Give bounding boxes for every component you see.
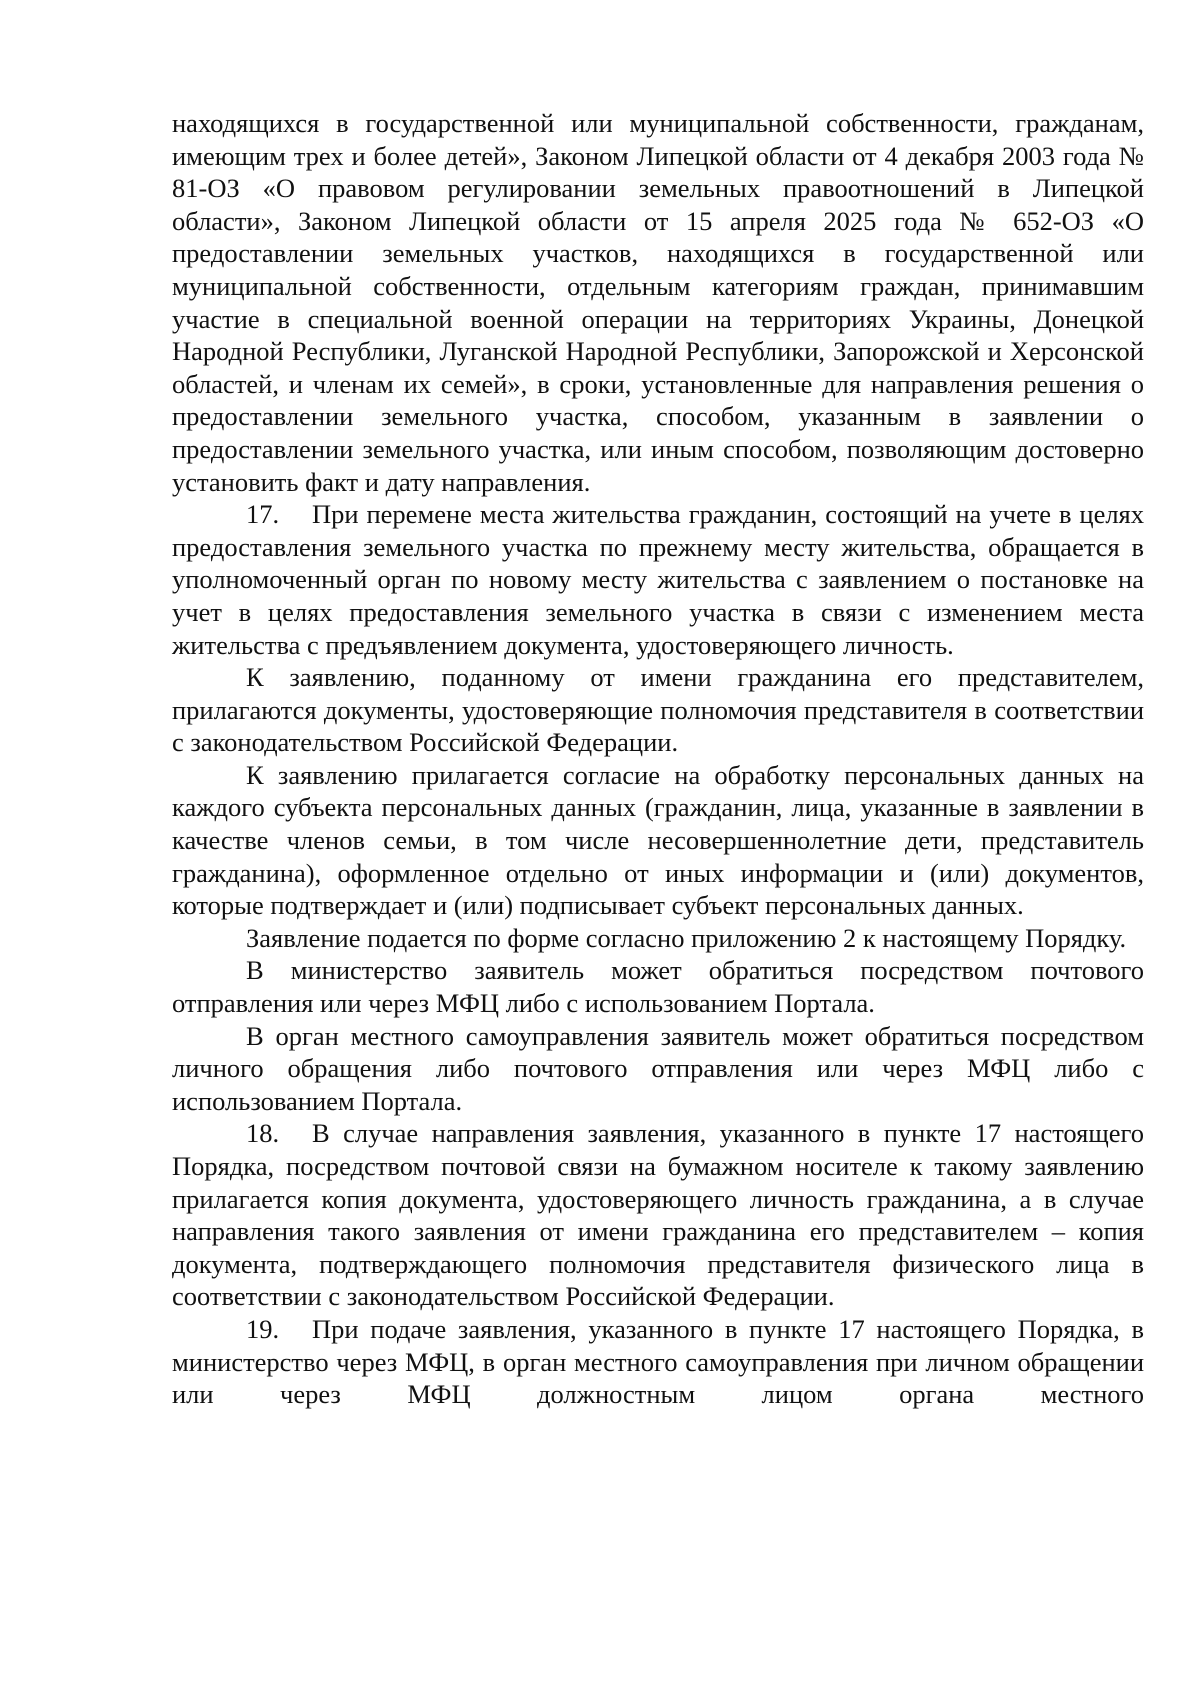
- paragraph-continued: [172, 107, 1144, 498]
- paragraph-number: 19.: [246, 1313, 280, 1344]
- paragraph-text: Заявление подается по форме согласно приложению 2 к настоящему Порядку.: [246, 922, 1127, 953]
- paragraph-17-ministry: [172, 954, 1144, 1019]
- paragraph-text: При подаче заявления, указанного в пункте 17 настоящего Порядка, в министерство через МФЦ, в орган местного самоуправления при личном обращении или через МФЦ должностным лицом органа местного: [172, 1313, 1144, 1410]
- paragraph-text: В случае направления заявления, указанного в пункте 17 настоящего Порядка, посредством почтовой связи на бумажном носителе к такому заявлению прилагается копия документа, удостоверяющего личность гражданина, а в случае направления такого заявления от имени гражданина его представителем – копия документа, подтверждающего полномочия представителя физического лица в соответствии с законодательством Российской Федерации.: [172, 1118, 1144, 1312]
- paragraph-18: [172, 1117, 1144, 1313]
- paragraph-17: [172, 498, 1144, 661]
- paragraph-text: К заявлению прилагается согласие на обработку персональных данных на каждого субъекта персональных данных (гражданин, лица, указанные в заявлении в качестве членов семьи, в том числе несовершеннолетние дети, представитель гражданина), оформленное отдельно от иных информации и (или) документов, которые подтверждает и (или) подписывает субъект персональных данных.: [172, 759, 1144, 921]
- paragraph-17-form: [172, 922, 1144, 955]
- paragraph-text: находящихся в государственной или муниципальной собственности, гражданам, имеющим трех и более детей», Законом Липецкой области от 4 декабря 2003 года № 81-ОЗ «О правовом регулировании земельных правоотношений в Липецкой области», Законом Липецкой области от 15 апреля 2025 года № 652-ОЗ «О предоставлении земельных участков, находящихся в государственной или муниципальной собственности, отдельным категориям граждан, принимавшим участие в специальной военной операции на территориях Украины, Донецкой Народной Республики, Луганской Народной Республики, Запорожской и Херсонской областей, и членам их семей», в сроки, установленные для направления решения о предоставлении земельного участка, способом, указанным в заявлении о предоставлении земельного участка, или иным способом, позволяющим достоверно установить факт и дату направления.: [172, 108, 1144, 497]
- paragraph-text: В орган местного самоуправления заявитель может обратиться посредством личного обращения либо почтового отправления или через МФЦ либо с использованием Портала.: [172, 1020, 1144, 1116]
- paragraph-17-local-authority: [172, 1020, 1144, 1118]
- paragraph-text: К заявлению, поданному от имени гражданина его представителем, прилагаются документы, удостоверяющие полномочия представителя в соответствии с законодательством Российской Федерации.: [172, 662, 1144, 758]
- paragraph-text: В министерство заявитель может обратиться посредством почтового отправления или через МФЦ либо с использованием Портала.: [172, 955, 1144, 1019]
- paragraph-text: При перемене места жительства гражданин, состоящий на учете в целях предоставления земельного участка по прежнему месту жительства, обращается в уполномоченный орган по новому месту жительства с заявлением о постановке на учет в целях предоставления земельного участка в связи с изменением места жительства с предъявлением документа, удостоверяющего личность.: [172, 499, 1144, 660]
- paragraph-17-consent: [172, 759, 1144, 922]
- paragraph-number: 17.: [246, 499, 280, 530]
- paragraph-17-representative: [172, 661, 1144, 759]
- paragraph-19: [172, 1313, 1144, 1411]
- paragraph-number: 18.: [246, 1118, 280, 1149]
- document-page: [172, 107, 1144, 1411]
